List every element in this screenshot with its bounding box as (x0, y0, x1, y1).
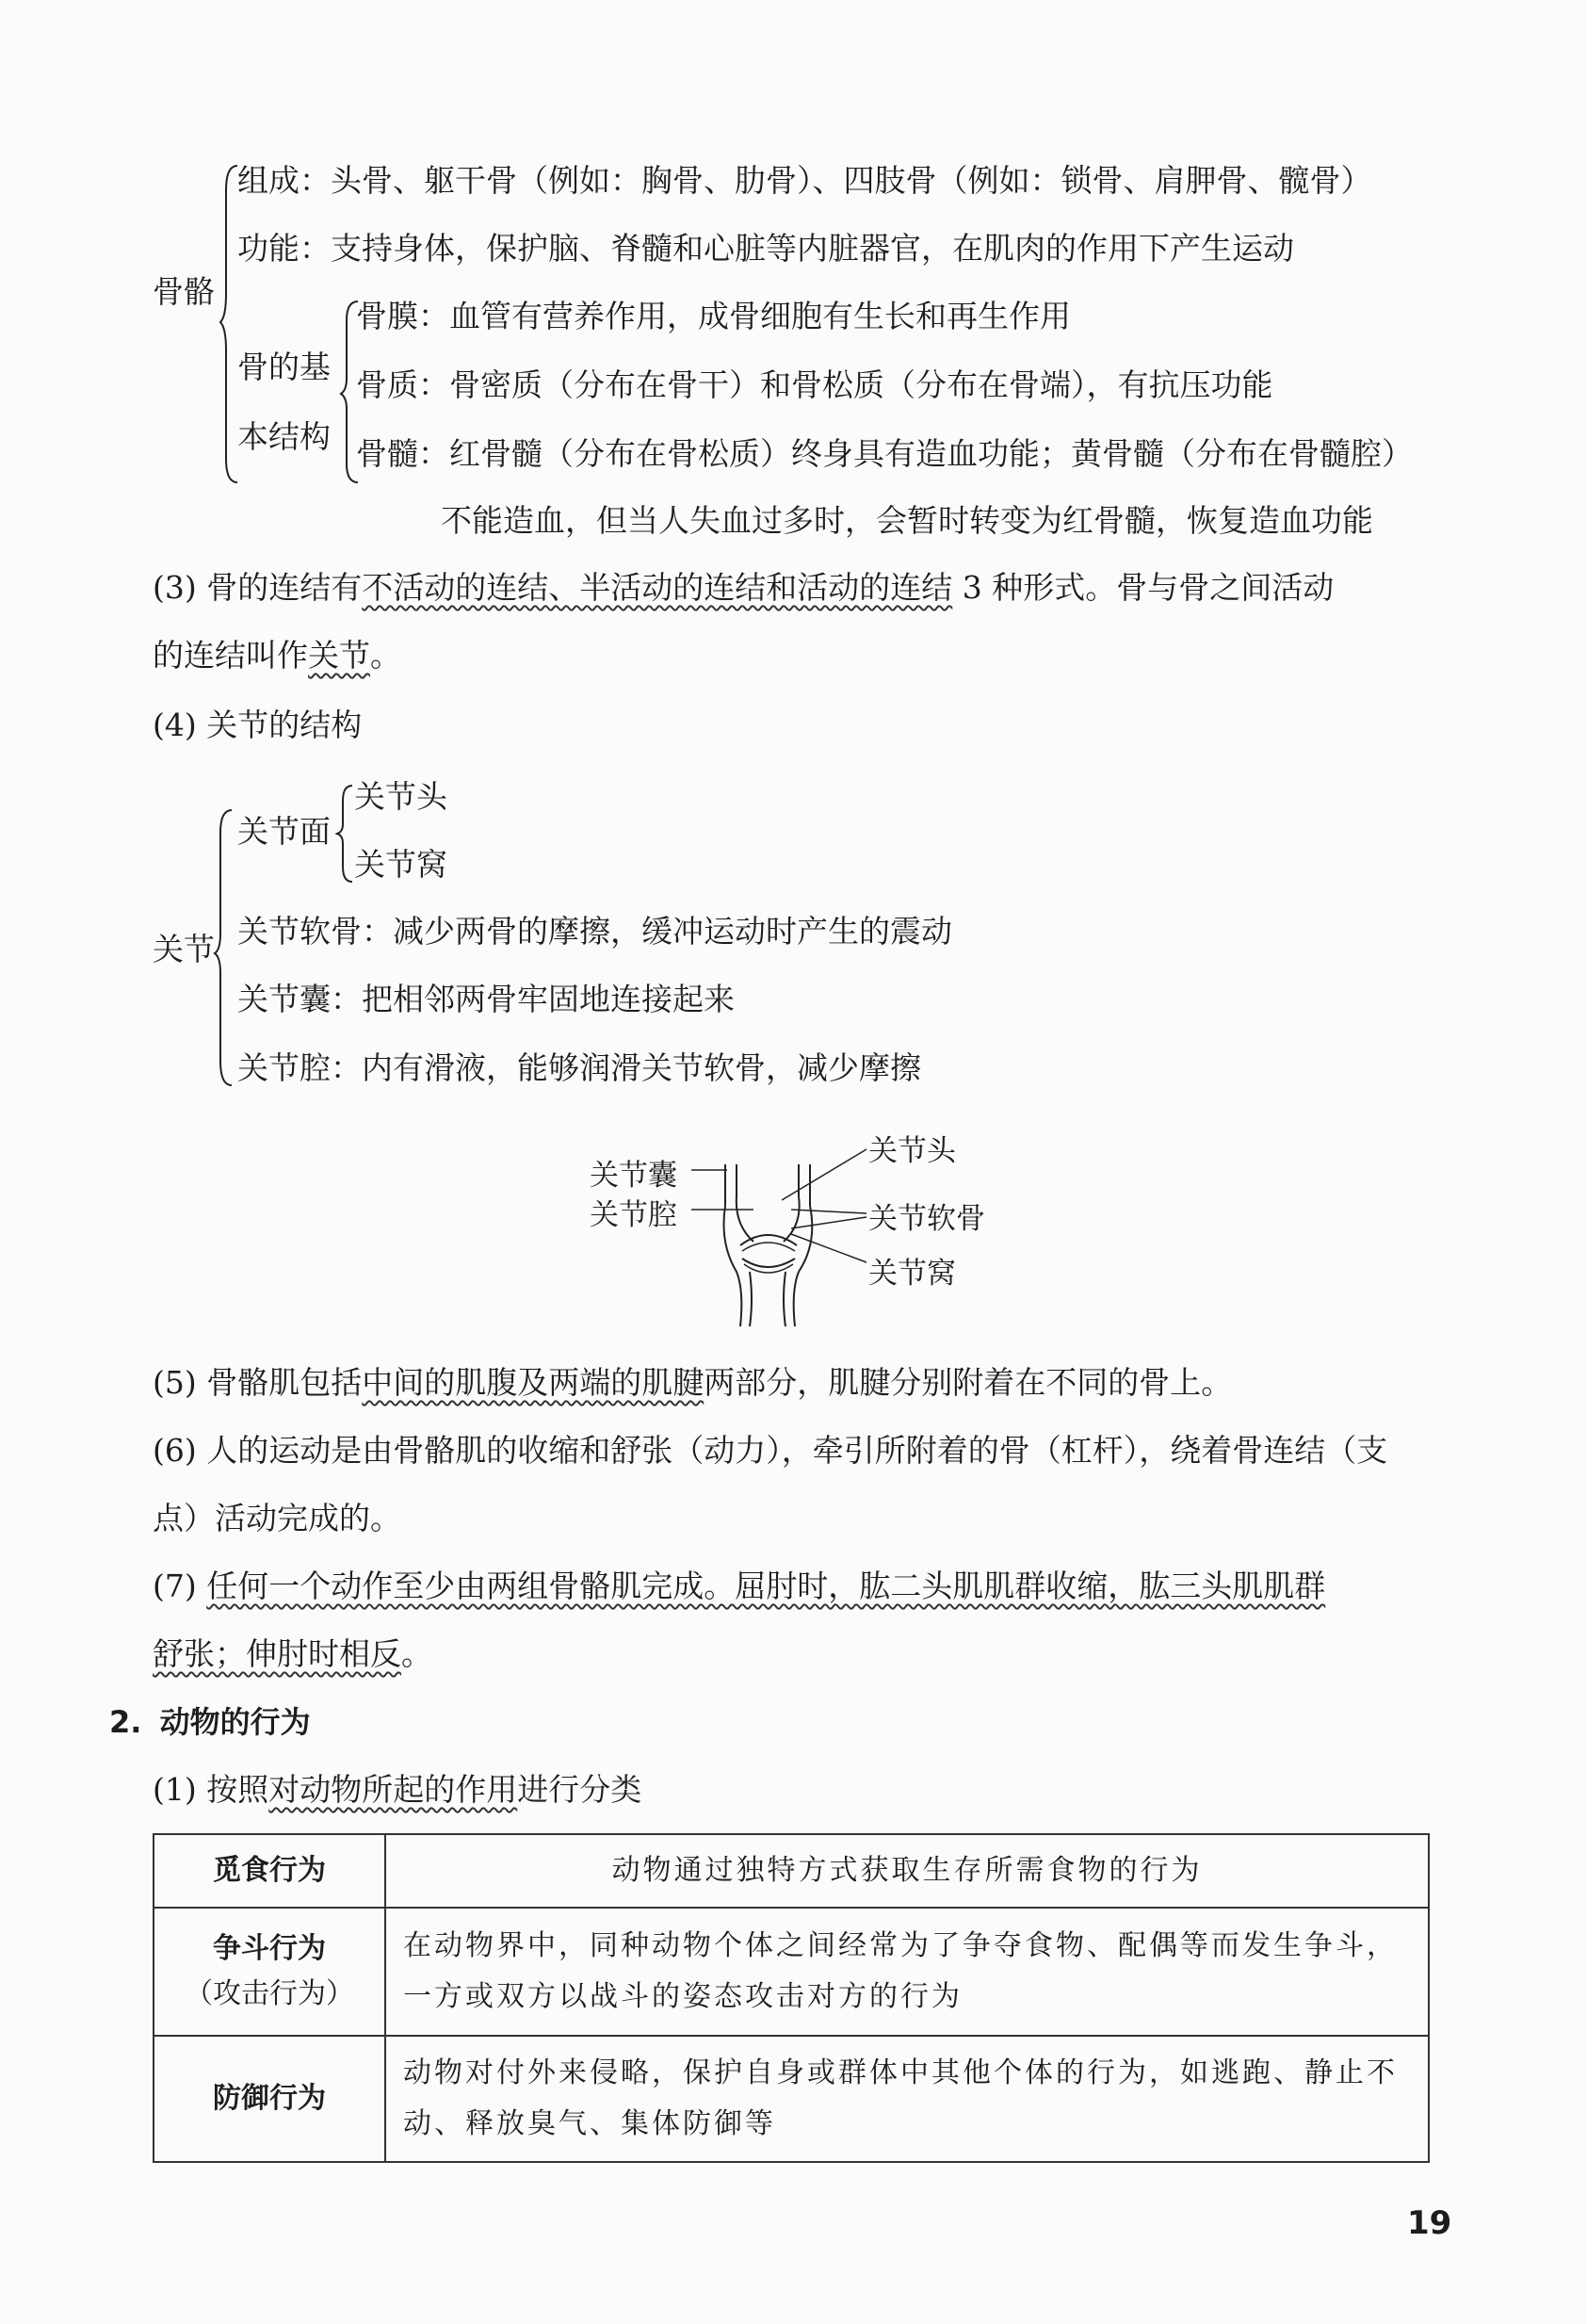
paragraph-7-line-2 (153, 1635, 432, 1673)
skeleton-function: 功能：支持身体，保护脑、脊髓和心脏等内脏器官，在肌肉的作用下产生运动 (237, 230, 1294, 267)
table-row-desc: 在动物界中，同种动物个体之间经常为了争夺食物、配偶等而发生争斗，一方或双方以战斗的姿态攻击对方的行为 (385, 1908, 1429, 2036)
skeleton-root: 骨骼 (153, 273, 215, 310)
paragraph-3-line-2 (153, 637, 401, 674)
p7-key-phrase-2: 舒张；伸肘时相反 (153, 1635, 401, 1672)
section-2-number: 2. (109, 1704, 142, 1740)
p5-key-phrase: 中间的肌腹及两端的肌腱 (362, 1364, 704, 1401)
section-2-heading (109, 1703, 311, 1741)
joint-capsule-line: 关节囊：把相邻两骨牢固地连接起来 (237, 981, 735, 1017)
p7-key-phrase-1: 任何一个动作至少由两组骨骼肌完成。屈肘时，肱二头肌肌群收缩，肱三头肌肌群 (206, 1568, 1326, 1604)
joint-root: 关节 (153, 931, 215, 967)
joint-cartilage-line: 关节软骨：减少两骨的摩擦，缓冲运动时产生的震动 (237, 913, 952, 950)
joint-leader-lines (678, 1130, 885, 1281)
skeleton-composition: 组成：头骨、躯干骨（例如：胸骨、肋骨）、四肢骨（例如：锁骨、肩胛骨、髋骨） (237, 162, 1372, 199)
p3-line2-prefix: 的连结叫作 (153, 637, 308, 674)
s2p1-key-phrase: 对动物所起的作用 (268, 1771, 518, 1808)
joint-surface-brace (335, 782, 356, 886)
s2p1-suffix: 进行分类 (517, 1771, 642, 1808)
diagram-label-cartilage: 关节软骨 (868, 1202, 985, 1236)
table-row-head: 觅食行为 (154, 1834, 385, 1908)
p3-mid: 3 种形式。骨与骨之间活动 (952, 569, 1335, 606)
marrow-line: 骨髓：红骨髓（分布在骨松质）终身具有造血功能；黄骨髓（分布在骨髓腔） (356, 435, 1413, 472)
table-row-head-line-1: 争斗行为 (213, 1932, 326, 1965)
p5-suffix: 两部分，肌腱分别附着在不同的骨上。 (704, 1364, 1233, 1401)
p3-key-phrase: 不活动的连结、半活动的连结和活动的连结 (362, 569, 953, 606)
section-2-title: 动物的行为 (159, 1704, 311, 1740)
diagram-label-socket: 关节窝 (868, 1257, 956, 1291)
s2p1-prefix: (1) 按照 (153, 1771, 269, 1808)
joint-head-label: 关节头 (354, 778, 447, 815)
skeleton-structure-label-1: 骨的基 (237, 349, 331, 385)
skeleton-structure-label-2: 本结构 (237, 418, 331, 455)
paragraph-7-line-1 (153, 1568, 1325, 1605)
paragraph-4: (4) 关节的结构 (153, 707, 363, 743)
table-row-head: 防御行为 (154, 2036, 385, 2162)
marrow-line-continued: 不能造血，但当人失血过多时，会暂时转变为红骨髓，恢复造血功能 (441, 502, 1373, 539)
periosteum-line: 骨膜：血管有营养作用，成骨细胞有生长和再生作用 (356, 298, 1071, 334)
behavior-table (153, 1833, 1430, 2163)
paragraph-6-line-2: 点）活动完成的。 (153, 1500, 401, 1536)
p3-prefix: (3) 骨的连结有 (153, 569, 363, 606)
joint-brace (213, 806, 235, 1089)
diagram-label-head: 关节头 (868, 1134, 956, 1168)
table-row (154, 1908, 1429, 2036)
table-row (154, 2036, 1429, 2162)
p3-key-term: 关节 (308, 637, 370, 674)
paragraph-5 (153, 1364, 1232, 1402)
bone-substance-line: 骨质：骨密质（分布在骨干）和骨松质（分布在骨端），有抗压功能 (356, 366, 1273, 403)
paragraph-6-line-1: (6) 人的运动是由骨骼肌的收缩和舒张（动力），牵引所附着的骨（杠杆），绕着骨连结（支 (153, 1432, 1388, 1469)
diagram-label-capsule: 关节囊 (590, 1159, 677, 1193)
joint-socket-label: 关节窝 (354, 846, 447, 883)
p7-prefix: (7) (153, 1568, 207, 1604)
p3-line2-suffix: 。 (370, 637, 401, 674)
joint-cavity-line: 关节腔：内有滑液，能够润滑关节软骨，减少摩擦 (237, 1049, 921, 1086)
table-row (154, 1834, 1429, 1908)
paragraph-3-line-1 (153, 569, 1334, 607)
table-row-head (154, 1908, 385, 2036)
table-row-desc: 动物对付外来侵略，保护自身或群体中其他个体的行为，如逃跑、静止不动、释放臭气、集体防御等 (385, 2036, 1429, 2162)
table-row-desc: 动物通过独特方式获取生存所需食物的行为 (385, 1834, 1429, 1908)
p5-prefix: (5) 骨骼肌包括 (153, 1364, 363, 1401)
p7-suffix: 。 (401, 1635, 432, 1672)
diagram-label-cavity: 关节腔 (590, 1198, 677, 1232)
table-row-head-line-2: （攻击行为） (185, 1977, 354, 2010)
page-number: 19 (1407, 2204, 1452, 2242)
section-2-paragraph-1 (153, 1771, 641, 1809)
joint-surface-label: 关节面 (237, 813, 331, 850)
